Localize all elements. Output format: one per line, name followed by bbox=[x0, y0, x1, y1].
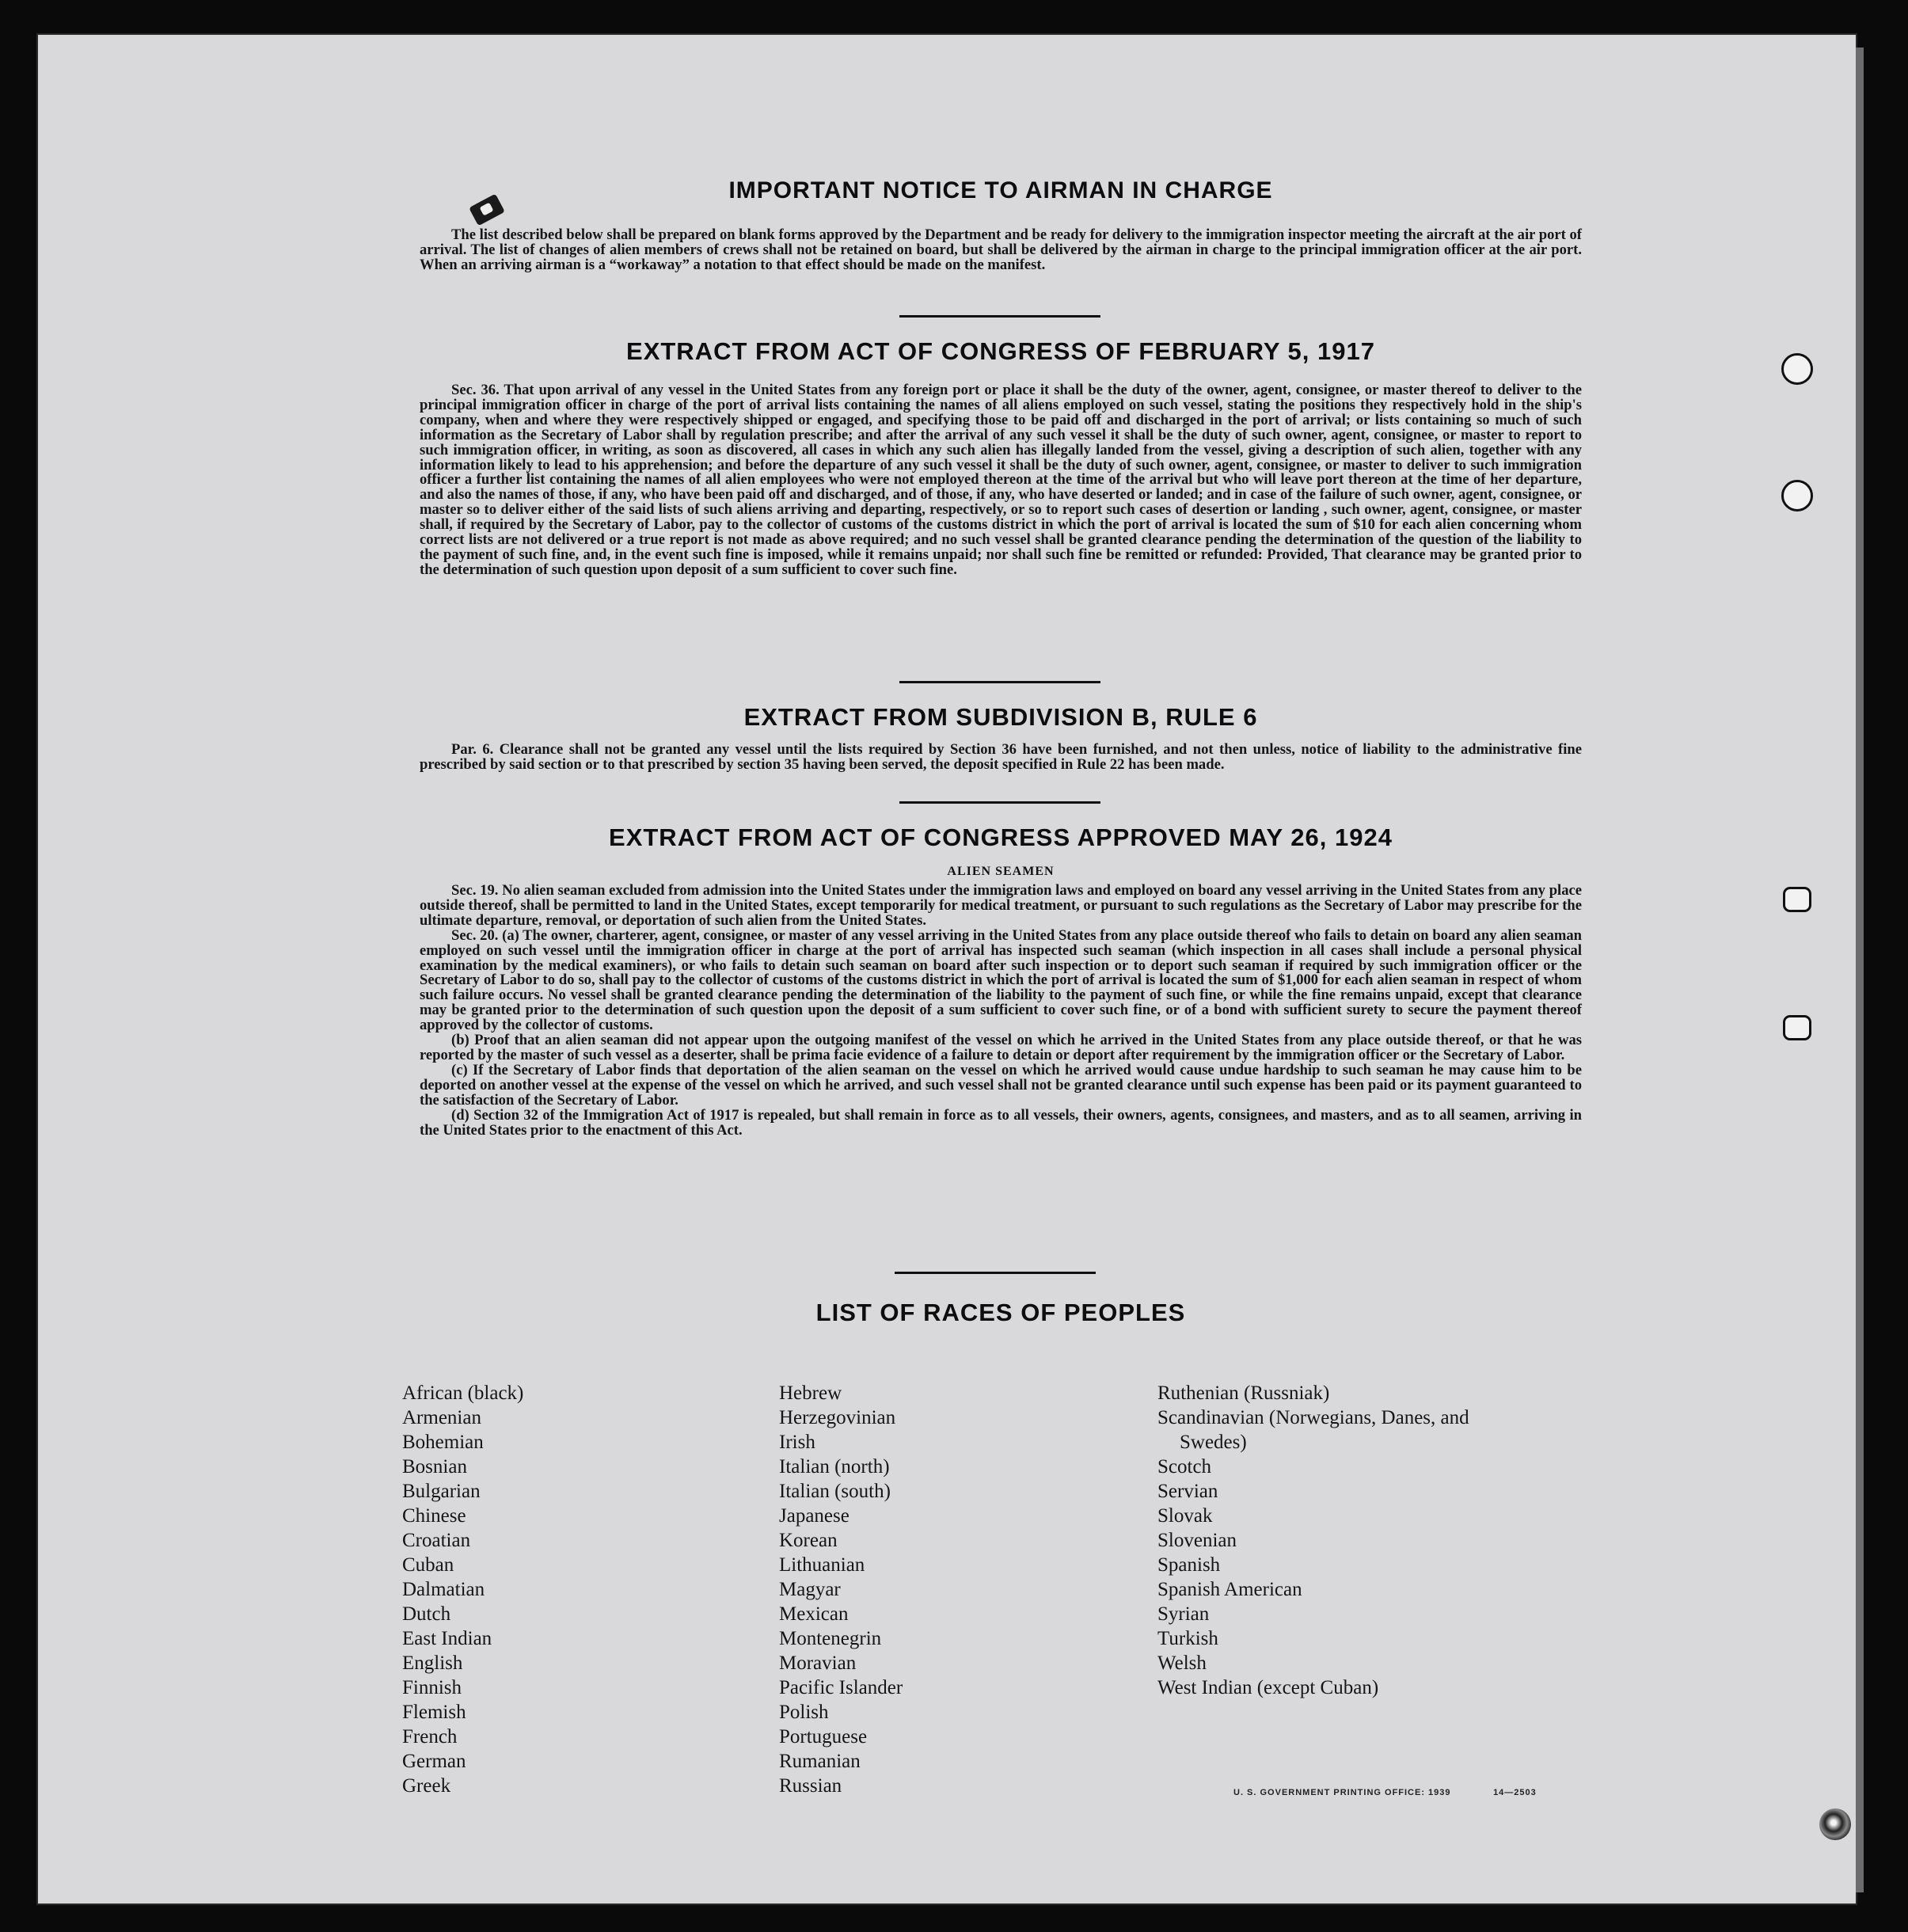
act1924-paragraph: (b) Proof that an alien seaman did not appear upon the outgoing manifest of the vessel on which he arrived in the United States from any place outside thereof, or that he was reported by the master of such vessel as a deserter, shall be prima facie evidence of a failure to detain or deport after requirement by the immigration officer or the Secretary of Labor. bbox=[420, 1032, 1582, 1063]
race-item: Syrian bbox=[1157, 1603, 1210, 1625]
race-item: Spanish bbox=[1157, 1554, 1221, 1576]
act1917-body bbox=[420, 383, 1582, 578]
document-sheet bbox=[38, 35, 1856, 1903]
race-item: Portuguese bbox=[779, 1726, 868, 1748]
race-item: Greek bbox=[402, 1775, 451, 1797]
printer-line: U. S. GOVERNMENT PRINTING OFFICE: 1939 bbox=[1233, 1788, 1451, 1797]
divider bbox=[895, 1272, 1096, 1274]
race-item: Polish bbox=[779, 1702, 829, 1723]
punch-mark bbox=[1819, 1808, 1851, 1840]
race-item: West Indian (except Cuban) bbox=[1157, 1677, 1379, 1698]
race-item: Bohemian bbox=[402, 1432, 484, 1453]
race-item: Dalmatian bbox=[402, 1579, 485, 1600]
race-item: Herzegovinian bbox=[779, 1407, 896, 1428]
act1924-paragraph: Sec. 19. No alien seaman excluded from admission into the United States under the immigration laws and employed on board any vessel arriving in the United States from any place outside thereof, shall be permitted to land in the United States, except temporarily for medical treatment, or pursuant to such regulations as the Secretary of Labor may prescribe for the ultimate departure, removal, or deportation of such alien from the United States. bbox=[420, 882, 1582, 929]
race-item: Ruthenian (Russniak) bbox=[1157, 1382, 1330, 1404]
sheet-edge bbox=[1856, 48, 1864, 1892]
race-item: African (black) bbox=[402, 1382, 524, 1404]
race-item: Spanish American bbox=[1157, 1579, 1302, 1600]
race-item: French bbox=[402, 1726, 458, 1748]
notice-paragraph: The list described below shall be prepared on blank forms approved by the Department and be ready for delivery to the immigration inspector meeting the aircraft at the air port of arrival. The list of changes of alien members of crews shall not be retained on board, but shall be delivered by the airman in charge to the principal immigration officer at the air port. When an arriving airman is a “workaway” a notation to that effect should be made on the manifest. bbox=[420, 226, 1582, 273]
race-item: Magyar bbox=[779, 1579, 841, 1600]
act1917-paragraph: Sec. 36. That upon arrival of any vessel in the United States from any foreign port or place it shall be the duty of the owner, agent, consignee, or master thereof to deliver to the principal immigration officer in charge of the port of arrival lists containing the names of all aliens employed on such vessel, stating the positions they respectively hold in the ship's company, when and where they were respectively shipped or engaged, and specifying those to be paid off and discharged in the port of arrival; or lists containing so much of such information as the Secretary of Labor shall by regulation prescribe; and after the arrival of any such vessel it shall be the duty of such owner, agent, consignee, or master to report to such immigration officer, in writing, as soon as discovered, all cases in which any such alien has illegally landed from the vessel, giving a description of such alien, together with any information likely to lead to his apprehension; and before the departure of any such vessel it shall be the duty of such owner, agent, consignee, or master to deliver to such immigration officer a further list containing the names of all alien employees who were not employed thereon at the time of the arrival but who will leave port thereon at the time of her departure, and also the names of those, if any, who have been paid off and discharged, and of those, if any, who have deserted or landed; and in case of the failure of such owner, agent, consignee, or master so to deliver either of the said lists of such aliens arriving and departing, respectively, or so to report such cases of desertion or landing , such owner, agent, consignee, or master shall, if required by the Secretary of Labor, pay to the collector of customs of the customs district in which the port of arrival is located the sum of $10 for each alien concerning whom correct lists are not delivered or a true report is not made as above required; and no such vessel shall be granted clearance pending the determination of the question of the liability to the payment of such fine, and, in the event such fine is imposed, while it remains unpaid; nor shall such fine be remitted or refunded: Provided, That clearance may be granted prior to the determination of such question upon deposit of a sum sufficient to cover such fine. bbox=[420, 382, 1582, 578]
race-item: Flemish bbox=[402, 1702, 466, 1723]
divider bbox=[899, 681, 1100, 683]
races-column-1 bbox=[402, 1381, 523, 1798]
race-item: Irish bbox=[779, 1432, 815, 1453]
race-item: Slovak bbox=[1157, 1505, 1213, 1527]
printer-imprint bbox=[1233, 1788, 1537, 1797]
race-item: Mexican bbox=[779, 1603, 849, 1625]
notice-body bbox=[420, 228, 1582, 273]
race-item: Servian bbox=[1157, 1481, 1218, 1502]
form-number: 14—2503 bbox=[1493, 1788, 1537, 1797]
binder-hole bbox=[1781, 480, 1813, 512]
divider bbox=[899, 801, 1100, 804]
races-column-2 bbox=[779, 1381, 903, 1798]
race-item: Scandinavian (Norwegians, Danes, and Swedes) bbox=[1157, 1407, 1469, 1453]
race-item: East Indian bbox=[402, 1628, 492, 1649]
race-item: Pacific Islander bbox=[779, 1677, 903, 1698]
notice-title: IMPORTANT NOTICE TO AIRMAN IN CHARGE bbox=[728, 177, 1273, 203]
race-item: Bulgarian bbox=[402, 1481, 481, 1502]
race-item: Moravian bbox=[779, 1652, 857, 1674]
race-item: Armenian bbox=[402, 1407, 481, 1428]
race-item: Italian (south) bbox=[779, 1481, 891, 1502]
race-item: Finnish bbox=[402, 1677, 462, 1698]
race-item: Bosnian bbox=[402, 1456, 467, 1478]
act1924-paragraph: (d) Section 32 of the Immigration Act of 1917 is repealed, but shall remain in force as to all vessels, their owners, agents, consignees, and masters, and as to all seamen, arriving in the United States prior to the enactment of this Act. bbox=[420, 1106, 1582, 1139]
act1924-body bbox=[420, 884, 1582, 1138]
race-item: Hebrew bbox=[779, 1382, 842, 1404]
binder-hole bbox=[1783, 887, 1811, 912]
race-item: Dutch bbox=[402, 1603, 451, 1625]
race-item: Welsh bbox=[1157, 1652, 1207, 1674]
act1917-title: EXTRACT FROM ACT OF CONGRESS OF FEBRUARY 5, 1917 bbox=[626, 337, 1375, 365]
races-title: LIST OF RACES OF PEOPLES bbox=[815, 1299, 1186, 1326]
race-item: Chinese bbox=[402, 1505, 466, 1527]
binder-hole bbox=[1781, 353, 1813, 385]
act1924-subtitle: ALIEN SEAMEN bbox=[947, 865, 1055, 878]
act1924-paragraph: (c) If the Secretary of Labor finds that deportation of the alien seaman on the vessel on which he arrived would cause undue hardship to such seaman he may cause him to be deported on another vessel at the expense of the vessel on which he arrived, and such vessel shall not be granted clearance until such expense has been paid or its payment guaranteed to the satisfaction of the Secretary of Labor. bbox=[420, 1061, 1582, 1109]
race-item: German bbox=[402, 1751, 466, 1772]
binder-hole bbox=[1783, 1015, 1811, 1040]
races-column-3 bbox=[1157, 1381, 1528, 1700]
race-item: Italian (north) bbox=[779, 1456, 890, 1478]
race-item: Slovenian bbox=[1157, 1530, 1237, 1551]
race-item: English bbox=[402, 1652, 463, 1674]
rule6-title: EXTRACT FROM SUBDIVISION B, RULE 6 bbox=[743, 703, 1258, 731]
race-item: Russian bbox=[779, 1775, 842, 1797]
rule6-paragraph: Par. 6. Clearance shall not be granted any vessel until the lists required by Section 36 have been furnished, and not then unless, notice of liability to the administrative fine prescribed by said section or to that prescribed by section 35 having been served, the deposit specified in Rule 22 has been made. bbox=[420, 741, 1582, 773]
race-item: Rumanian bbox=[779, 1751, 861, 1772]
race-item: Montenegrin bbox=[779, 1628, 882, 1649]
race-item: Korean bbox=[779, 1530, 838, 1551]
race-item: Scotch bbox=[1157, 1456, 1212, 1478]
race-item: Lithuanian bbox=[779, 1554, 865, 1576]
race-item: Turkish bbox=[1157, 1628, 1218, 1649]
race-item: Croatian bbox=[402, 1530, 471, 1551]
divider bbox=[899, 315, 1100, 318]
act1924-paragraph: Sec. 20. (a) The owner, charterer, agent, consignee, or master of any vessel arriving in the United States from any place outside thereof who fails to detain on board any alien seaman employed on such vessel until the immigration officer in charge at the port of arrival has inspected such seaman (which inspection in all cases shall include a personal physical examination by the medical examiners), or who fails to detain such seaman on board after such inspection or to deport such seaman if required by such immigration officer or the Secretary of Labor to do so, shall pay to the collector of customs of the customs district in which the port of arrival is located the sum of $1,000 for each alien seaman in respect of whom such failure occurs. No vessel shall be granted clearance pending the determination of the liability to the payment of such fine, or while the fine remains unpaid, except that clearance may be granted prior to the determination of such question upon the deposit of a sum sufficient to cover such fine, or of a bond with sufficient surety to secure the payment thereof approved by the collector of customs. bbox=[420, 926, 1582, 1034]
race-item: Cuban bbox=[402, 1554, 454, 1576]
act1924-title: EXTRACT FROM ACT OF CONGRESS APPROVED MAY 26, 1924 bbox=[609, 823, 1393, 851]
rule6-body bbox=[420, 743, 1582, 773]
race-item: Japanese bbox=[779, 1505, 849, 1527]
